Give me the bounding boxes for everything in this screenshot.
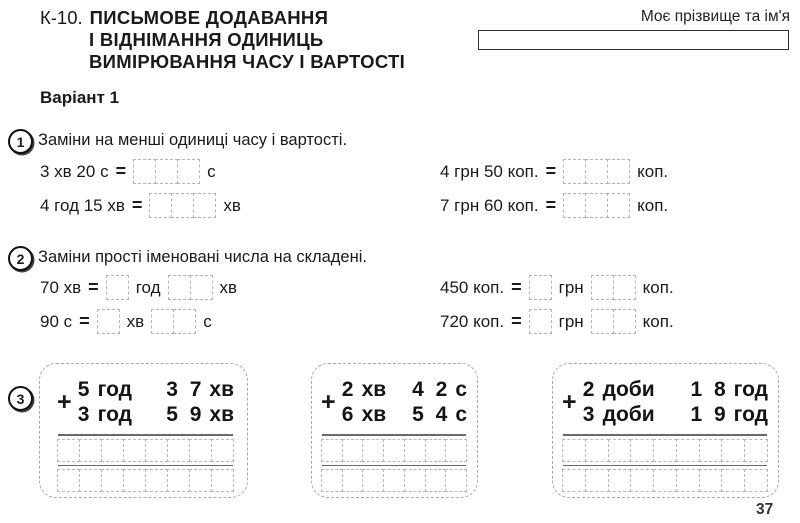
exercise-unit: коп. <box>642 311 674 331</box>
exercise-given: 450 коп. <box>440 277 505 297</box>
answer-cell[interactable] <box>613 309 636 334</box>
equals-sign: = <box>545 195 557 215</box>
addend-row <box>77 377 234 402</box>
task3-number: 3 <box>16 390 25 407</box>
answer-cell[interactable] <box>189 439 212 462</box>
task1-number: 1 <box>16 133 25 150</box>
answer-cell[interactable] <box>133 159 156 184</box>
addend-unit: год <box>97 378 132 401</box>
sum-line <box>322 434 466 436</box>
exercise-unit: с <box>207 161 216 181</box>
answer-cell[interactable] <box>529 309 552 334</box>
task1-exercise-row <box>40 193 241 218</box>
answer-cell[interactable] <box>585 469 609 492</box>
addend-value: 3 <box>77 403 90 426</box>
plus-sign: + <box>562 387 577 416</box>
exercise-given: 4 грн 50 коп. <box>440 161 539 181</box>
answer-cell[interactable] <box>79 439 102 462</box>
answer-cell[interactable] <box>383 469 405 492</box>
addend-digits: 3 7 <box>166 378 205 401</box>
answer-cell-group <box>149 193 216 218</box>
answer-cell[interactable] <box>563 193 586 218</box>
answer-cell[interactable] <box>585 439 609 462</box>
answer-cell[interactable] <box>57 439 80 462</box>
addend-unit: год <box>97 403 132 426</box>
answer-cell[interactable] <box>607 159 630 184</box>
addend-digit-unit: с <box>455 403 467 426</box>
addition-problem-box <box>552 363 779 498</box>
exercise-unit: коп. <box>642 277 674 297</box>
task1-exercise-row <box>40 159 216 184</box>
exercise-given: 90 с <box>40 311 73 331</box>
answer-grid-row <box>562 439 768 462</box>
sum-line <box>58 434 233 436</box>
answer-cell[interactable] <box>425 439 447 462</box>
task2-prompt: Заміни прості іменовані числа на складені. <box>38 248 367 266</box>
addend-digit-unit: год <box>733 403 768 426</box>
task2-number: 2 <box>16 250 25 267</box>
exercise-given: 70 хв <box>40 277 82 297</box>
problem-head <box>57 377 234 427</box>
answer-cell[interactable] <box>79 469 102 492</box>
answer-cell[interactable] <box>591 309 614 334</box>
answer-cell[interactable] <box>167 439 190 462</box>
answer-cell[interactable] <box>189 469 212 492</box>
task1-number-badge <box>8 129 33 154</box>
answer-cell[interactable] <box>151 309 174 334</box>
answer-cell[interactable] <box>630 439 654 462</box>
addend-digits: 1 9 <box>690 403 729 426</box>
answer-cell[interactable] <box>585 159 608 184</box>
answer-cell[interactable] <box>193 193 216 218</box>
addend-row <box>77 402 234 427</box>
answer-cell[interactable] <box>613 275 636 300</box>
page-number: 37 <box>756 501 774 518</box>
addend-value: 3 <box>582 403 595 426</box>
answer-cell[interactable] <box>585 193 608 218</box>
addend-value: 6 <box>341 403 354 426</box>
answer-grid-row <box>321 469 467 492</box>
answer-cell[interactable] <box>155 159 178 184</box>
answer-cell[interactable] <box>101 469 124 492</box>
answer-cell[interactable] <box>562 469 586 492</box>
answer-cell[interactable] <box>168 275 191 300</box>
answer-cell[interactable] <box>425 469 447 492</box>
addend-row <box>582 377 768 402</box>
task3-number-badge <box>8 386 33 411</box>
task2-exercise-row <box>440 275 674 300</box>
addend-digits: 5 4 <box>412 403 451 426</box>
problem-head <box>321 377 467 427</box>
answer-grid-row <box>57 469 234 492</box>
exercise-unit: грн <box>558 277 584 297</box>
task2-exercise-row <box>440 309 674 334</box>
title-text-1: ПИСЬМОВЕ ДОДАВАННЯ <box>89 7 329 28</box>
answer-cell[interactable] <box>445 469 467 492</box>
task2-exercise-row <box>40 275 237 300</box>
answer-cell[interactable] <box>57 469 80 492</box>
answer-cell[interactable] <box>167 469 190 492</box>
exercise-given: 4 год 15 хв <box>40 195 125 215</box>
name-input[interactable] <box>478 30 789 50</box>
answer-cell[interactable] <box>608 469 632 492</box>
answer-cell[interactable] <box>145 439 168 462</box>
exercise-unit: хв <box>223 195 241 215</box>
addend-unit: доби <box>602 403 655 426</box>
answer-cell[interactable] <box>342 439 364 462</box>
answer-cell-group <box>151 309 196 334</box>
answer-cell[interactable] <box>591 275 614 300</box>
answer-cell[interactable] <box>145 469 168 492</box>
worksheet-code: К-10. <box>40 7 83 28</box>
answer-grid-row <box>57 439 234 462</box>
title-text-3: ВИМІРЮВАННЯ ЧАСУ І ВАРТОСТІ <box>89 51 406 72</box>
answer-cell[interactable] <box>744 469 768 492</box>
equals-sign: = <box>545 161 557 181</box>
answer-cell[interactable] <box>362 469 384 492</box>
title-text-2: І ВІДНІМАННЯ ОДИНИЦЬ <box>89 29 324 50</box>
addend-unit: хв <box>361 403 387 426</box>
answer-cell[interactable] <box>362 439 384 462</box>
equals-sign: = <box>511 311 522 331</box>
addend-value: 5 <box>77 378 90 401</box>
name-label: Моє прізвище та ім'я <box>640 8 790 25</box>
addend-value: 2 <box>341 378 354 401</box>
sum-line <box>322 465 466 467</box>
addend-digits: 5 9 <box>166 403 205 426</box>
addend-row <box>582 402 768 427</box>
equals-sign: = <box>511 277 522 297</box>
addend-digit-unit: хв <box>209 378 234 401</box>
plus-sign: + <box>321 387 336 416</box>
task2-exercise-row <box>40 309 212 334</box>
answer-cell-group <box>591 309 636 334</box>
addition-problem-box <box>39 363 248 498</box>
answer-cell[interactable] <box>173 309 196 334</box>
answer-cell-group <box>133 159 200 184</box>
exercise-given: 720 коп. <box>440 311 505 331</box>
worksheet-title <box>40 7 405 73</box>
answer-cell[interactable] <box>321 469 343 492</box>
answer-grid-row <box>321 439 467 462</box>
exercise-unit: с <box>203 311 212 331</box>
sum-line <box>58 465 233 467</box>
addend-digits: 4 2 <box>412 378 451 401</box>
answer-cell[interactable] <box>562 439 586 462</box>
equals-sign: = <box>115 161 127 181</box>
answer-cell[interactable] <box>101 439 124 462</box>
answer-cell[interactable] <box>653 439 677 462</box>
task1-exercise-row <box>440 159 668 184</box>
answer-cell[interactable] <box>190 275 213 300</box>
addend-digit-unit: год <box>733 378 768 401</box>
answer-cell[interactable] <box>404 439 426 462</box>
answer-cell[interactable] <box>699 439 723 462</box>
answer-cell[interactable] <box>563 159 586 184</box>
answer-cell[interactable] <box>445 439 467 462</box>
answer-cell[interactable] <box>211 439 234 462</box>
exercise-unit: хв <box>126 311 145 331</box>
addend-rows <box>582 377 768 427</box>
exercise-unit: год <box>135 277 161 297</box>
answer-cell[interactable] <box>321 439 343 462</box>
addend-unit: доби <box>602 378 655 401</box>
answer-cell[interactable] <box>676 439 700 462</box>
answer-cell-group <box>529 309 552 334</box>
answer-cell[interactable] <box>177 159 200 184</box>
answer-cell[interactable] <box>653 469 677 492</box>
exercise-given: 3 хв 20 с <box>40 161 109 181</box>
sum-line <box>563 434 767 436</box>
answer-cell[interactable] <box>123 439 146 462</box>
answer-cell[interactable] <box>529 275 552 300</box>
answer-cell[interactable] <box>106 275 129 300</box>
task2-number-badge <box>8 246 33 271</box>
addend-rows <box>341 377 467 427</box>
answer-cell-group <box>563 159 630 184</box>
addend-rows <box>77 377 234 427</box>
answer-grid-row <box>562 469 768 492</box>
answer-cell[interactable] <box>211 469 234 492</box>
task1-exercise-row <box>440 193 668 218</box>
answer-cell[interactable] <box>404 469 426 492</box>
exercise-unit: грн <box>558 311 584 331</box>
equals-sign: = <box>131 195 143 215</box>
answer-cell-group <box>563 193 630 218</box>
answer-cell-group <box>591 275 636 300</box>
answer-cell[interactable] <box>744 439 768 462</box>
answer-cell[interactable] <box>721 439 745 462</box>
answer-cell[interactable] <box>721 469 745 492</box>
answer-cell[interactable] <box>123 469 146 492</box>
addend-digits: 1 8 <box>690 378 729 401</box>
equals-sign: = <box>79 311 90 331</box>
answer-cell-group <box>97 309 120 334</box>
addend-row <box>341 377 467 402</box>
addition-problem-box <box>311 363 478 498</box>
addend-unit: хв <box>361 378 387 401</box>
answer-cell-group <box>168 275 213 300</box>
addend-row <box>341 402 467 427</box>
plus-sign: + <box>57 387 72 416</box>
answer-cell[interactable] <box>342 469 364 492</box>
problem-head <box>562 377 768 427</box>
exercise-unit: хв <box>219 277 238 297</box>
answer-cell[interactable] <box>608 439 632 462</box>
addend-value: 2 <box>582 378 595 401</box>
answer-cell-group <box>529 275 552 300</box>
exercise-given: 7 грн 60 коп. <box>440 195 539 215</box>
addend-digit-unit: с <box>455 378 467 401</box>
answer-cell[interactable] <box>97 309 120 334</box>
answer-cell[interactable] <box>630 469 654 492</box>
answer-cell[interactable] <box>171 193 194 218</box>
title-line-1 <box>40 7 405 29</box>
answer-cell[interactable] <box>149 193 172 218</box>
task1-prompt: Заміни на менші одиниці часу і вартості. <box>38 131 348 149</box>
answer-cell[interactable] <box>383 439 405 462</box>
answer-cell[interactable] <box>676 469 700 492</box>
exercise-unit: коп. <box>637 195 669 215</box>
exercise-unit: коп. <box>637 161 669 181</box>
variant-label: Варіант 1 <box>40 88 120 107</box>
answer-cell-group <box>106 275 129 300</box>
answer-cell[interactable] <box>607 193 630 218</box>
answer-cell[interactable] <box>699 469 723 492</box>
equals-sign: = <box>88 277 99 297</box>
sum-line <box>563 465 767 467</box>
addend-digit-unit: хв <box>209 403 234 426</box>
